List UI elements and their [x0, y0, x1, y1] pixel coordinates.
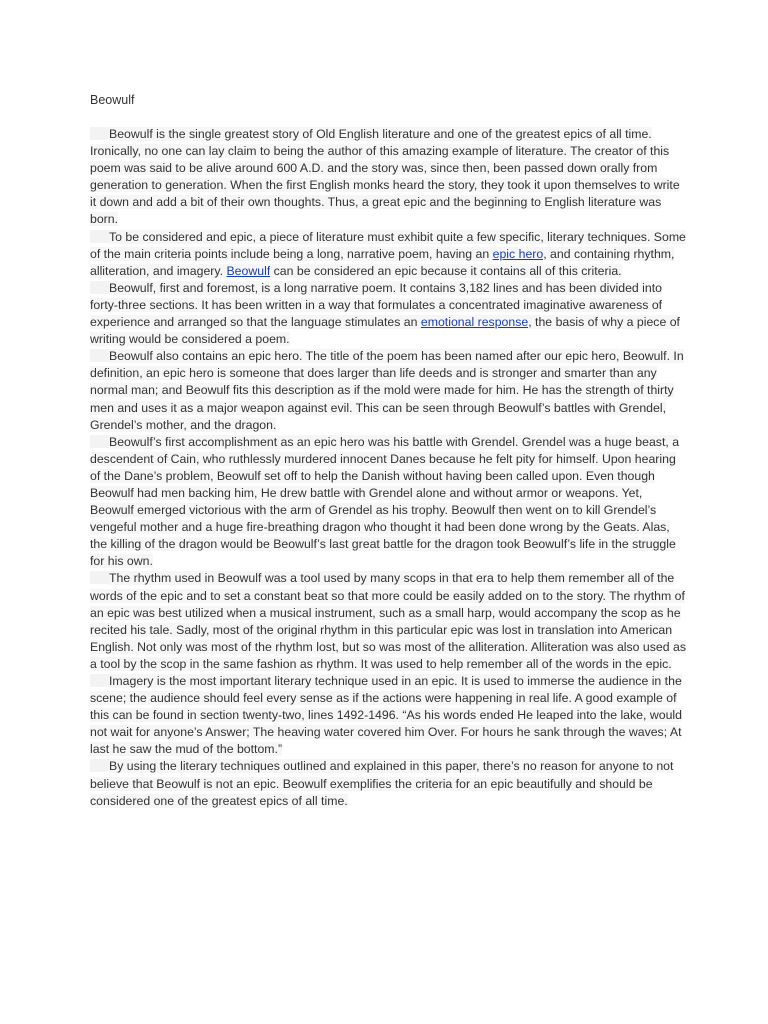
paragraph-text: By using the literary techniques outlined and explained in this paper, there’s no reason for anyone to not believe that Beowulf is not an epic. Beowulf exemplifies the criteria for an epic beautifully and should be considered one of the greatest epics of all time. — [90, 759, 674, 808]
inline-link[interactable]: Beowulf — [226, 263, 271, 278]
paragraph-indent — [90, 349, 109, 362]
paragraph-text: Beowulf’s first accomplishment as an epic hero was his battle with Grendel. Grendel was a huge beast, a descendent of Cain, who ruthlessly murdered innocent Danes because he felt pity for himself. Upon hearing of the Dane’s problem, Beowulf set off to help the Danish without having been called upon. Even though Beowulf had men backing him, He drew battle with Grendel alone and without armor or weapons. Yet, Beowulf emerged victorious with the arm of Grendel as his trophy. Beowulf then went on to kill Grendel’s vengeful mother and a huge fire-breathing dragon who thought it had been done wrong by the Geats. Alas, the killing of the dragon would be Beowulf’s last great battle for the dragon took Beowulf’s life in the struggle for his own. — [90, 434, 680, 569]
paragraph-text: Imagery is the most important literary technique used in an epic. It is used to immerse the audience in the scene; the audience should feel every sense as if the actions were happening in real life. A good example of this can be found in section twenty-two, lines 1492-1496. “As his words ended He leaped into the lake, would not wait for anyone’s Answer; The heaving water covered him Over. For hours he sank through the waves; At last he saw the mud of the bottom.” — [90, 674, 682, 757]
paragraph-indent — [90, 759, 109, 772]
paragraph — [90, 229, 688, 280]
paragraph-text: can be considered an epic because it contains all of this criteria. — [270, 263, 622, 278]
paragraph — [90, 758, 688, 809]
paragraph — [90, 126, 688, 229]
inline-link[interactable]: emotional response — [420, 315, 529, 330]
paragraph — [90, 673, 688, 758]
paragraph-text: Beowulf, first and foremost, is a long narrative poem. It contains 3,182 lines and has been divided into forty-three sections. It has been written in a way that formulates a concentrated imaginative awareness of experience and arranged so that the language stimulates an — [90, 280, 663, 330]
paragraph-text: To be considered and epic, a piece of literature must exhibit quite a few specific, literary techniques. Some of the main criteria points include being a long, narrative poem, having an — [90, 229, 686, 261]
paragraph-text: Beowulf is the single greatest story of Old English literature and one of the greatest epics of all time. Ironically, no one can lay claim to being the author of this amazing example of literature. The creator of this poem was said to be alive around 600 A.D. and the story was, since then, been passed down orally from generation to generation. When the first English monks heard the story, they took it upon themselves to write it down and add a bit of their own thoughts. Thus, a great epic and the beginning to English literature was born. — [90, 127, 680, 227]
paragraph-indent — [90, 230, 109, 243]
paragraph — [90, 570, 688, 673]
paragraph-text: , the basis of why a piece of writing would be considered a poem. — [90, 315, 680, 347]
paragraph-indent — [90, 127, 109, 140]
paragraph-indent — [90, 571, 109, 584]
document-title: Beowulf — [90, 93, 135, 107]
paragraph-indent — [90, 281, 109, 294]
paragraph-text: Beowulf also contains an epic hero. The title of the poem has been named after our epic hero, Beowulf. In definition, an epic hero is someone that does larger than life deeds and is stronger and smarter than any normal man; and Beowulf fits this description as if the mold were made for him. He has the strength of thirty men and uses it as a major weapon against evil. This can be seen through Beowulf’s battles with Grendel, Grendel’s mother, and the dragon. — [90, 349, 684, 432]
document-body — [90, 126, 688, 810]
inline-link[interactable]: epic hero — [492, 246, 544, 261]
paragraph — [90, 434, 688, 571]
paragraph-indent — [90, 674, 109, 687]
paragraph-text: The rhythm used in Beowulf was a tool used by many scops in that era to help them remember all of the words of the epic and to set a constant beat so that more could be easily added on to the story. The rhythm of an epic was best utilized when a musical instrument, such as a small harp, would accompany the scop as he recited his tale. Sadly, most of the original rhythm in this particular epic was lost in translation into American English. Not only was most of the rhythm lost, but so was most of the alliteration. Alliteration was also used as a tool by the scop in the same fashion as rhythm. It was used to help remember all of the words in the epic. — [90, 571, 686, 671]
paragraph-text: , and containing rhythm, alliteration, and imagery. — [90, 246, 675, 278]
paragraph-indent — [90, 435, 109, 448]
paragraph — [90, 280, 688, 348]
paragraph — [90, 348, 688, 433]
